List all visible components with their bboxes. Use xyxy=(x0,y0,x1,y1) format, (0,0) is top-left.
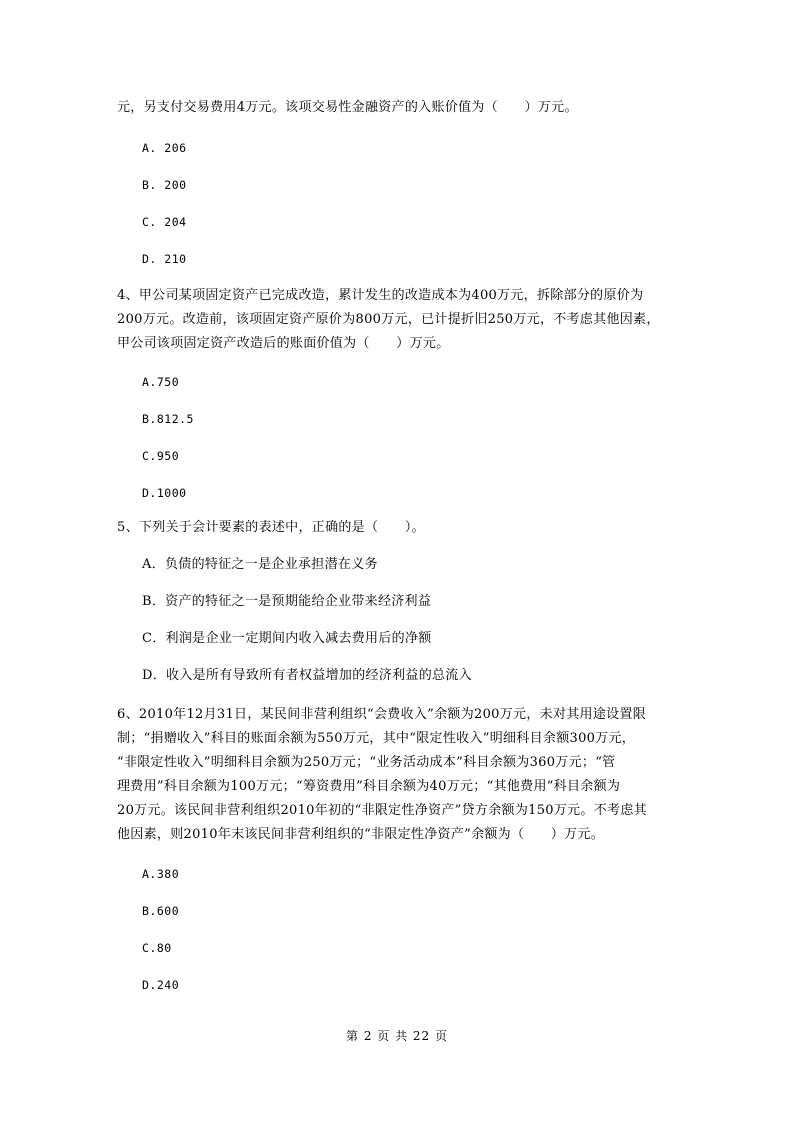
q4-option-b: B.812.5 xyxy=(142,412,194,426)
q6-stem xyxy=(117,703,677,847)
q6-line-2: 制；“捐赠收入”科目的账面余额为550万元，其中“限定性收入”明细科目余额300万元， xyxy=(117,731,636,746)
q4-option-a: A.750 xyxy=(142,375,180,389)
page-number-footer: 第 2 页 共 22 页 xyxy=(346,1029,448,1043)
q4-stem xyxy=(117,284,677,356)
q4-option-c: C.950 xyxy=(142,449,180,463)
q4-option-d: D.1000 xyxy=(142,486,187,500)
q6-line-1: 6、2010年12月31日，某民间非营利组织“会费收入”余额为200万元，未对其用途设置限 xyxy=(117,707,647,722)
q3-line-1: 元，另支付交易费用4万元。该项交易性金融资产的入账价值为（ ）万元。 xyxy=(117,100,578,115)
q5-stem xyxy=(117,516,677,540)
q6-line-3: “非限定性收入”明细科目余额为250万元；“业务活动成本”科目余额为360万元；“管 xyxy=(117,755,616,770)
q3-option-a: A. 206 xyxy=(142,141,187,155)
q5-option-a: A．负债的特征之一是企业承担潜在义务 xyxy=(142,557,378,572)
q4-line-1: 4、甲公司某项固定资产已完成改造，累计发生的改造成本为400万元，拆除部分的原价为 xyxy=(117,288,644,303)
q3-stem-tail xyxy=(117,96,677,120)
q6-line-5: 20万元。该民间非营利组织2010年初的“非限定性净资产”贷方余额为150万元。不考虑其 xyxy=(117,803,647,818)
q6-option-a: A.380 xyxy=(142,867,180,881)
q3-option-c: C. 204 xyxy=(142,215,187,229)
q3-option-b: B. 200 xyxy=(142,178,187,192)
q4-line-2: 200万元。改造前，该项固定资产原价为800万元，已计提折旧250万元，不考虑其他因素， xyxy=(117,312,660,327)
q6-line-4: 理费用”科目余额为100万元；“筹资费用”科目余额为40万元；“其他费用”科目余额为 xyxy=(117,779,621,794)
q6-option-b: B.600 xyxy=(142,904,180,918)
q5-option-d: D．收入是所有导致所有者权益增加的经济利益的总流入 xyxy=(142,668,472,683)
q6-option-c: C.80 xyxy=(142,941,172,955)
q6-option-d: D.240 xyxy=(142,978,180,992)
q3-option-d: D. 210 xyxy=(142,252,187,266)
q5-option-b: B．资产的特征之一是预期能给企业带来经济利益 xyxy=(142,594,432,609)
q5-line-1: 5、下列关于会计要素的表述中，正确的是（ ）。 xyxy=(117,520,425,535)
q4-line-3: 甲公司该项固定资产改造后的账面价值为（ ）万元。 xyxy=(117,336,450,351)
q5-option-c: C．利润是企业一定期间内收入减去费用后的净额 xyxy=(142,631,432,646)
q6-line-6: 他因素，则2010年末该民间非营利组织的“非限定性净资产”余额为（ ）万元。 xyxy=(117,827,605,842)
